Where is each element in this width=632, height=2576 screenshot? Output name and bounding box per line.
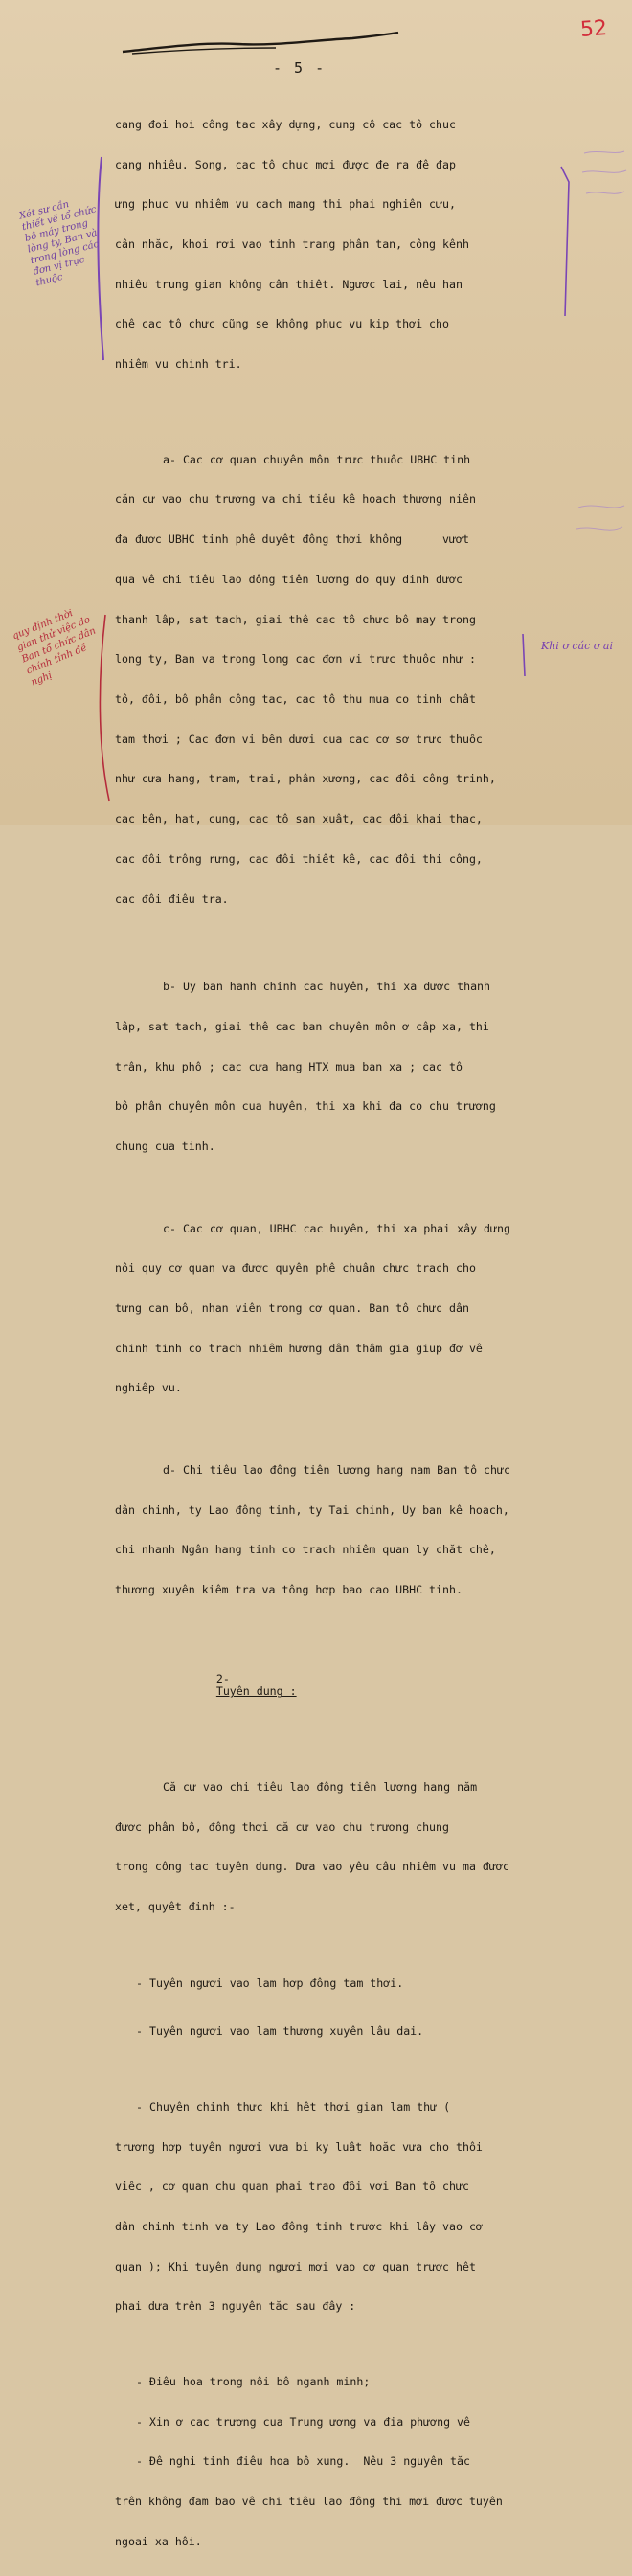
paragraph-official (115, 2074, 565, 2340)
text-line: quan ); Khi tuyên dung ngươi mơi vao cơ quan trươc hêt (115, 2259, 476, 2273)
text-line: trong công tac tuyên dung. Dưa vao yêu câu nhiêm vu ma đươc (115, 1860, 509, 1874)
text-line: trân, khu phô ; cac cưa hang HTX mua ban xa ; cac tô (115, 1059, 463, 1073)
text-line: cac đôi trông rưng, cac đôi thiêt kê, cac đôi thi công, (115, 851, 483, 866)
paragraph-c (115, 1196, 565, 1422)
document-body (115, 92, 565, 2576)
text-line: nhiêu trung gian không cân thiêt. Ngươc lai, nêu han (115, 277, 463, 291)
right-top-bleed-marks (580, 144, 628, 220)
text-line: nhiêm vu chinh tri. (115, 357, 242, 372)
text-line: cang đoi hoi công tac xây dựng, cung cô cac tô chuc (115, 117, 456, 131)
text-line: chung cua tinh. (115, 1139, 215, 1153)
paragraph-intro (115, 92, 565, 398)
text-line: chinh tinh co trach nhiêm hương dân thâm gia giup đơ vê (115, 1341, 483, 1355)
section-title: Tuyên dung : (215, 1684, 297, 1699)
text-line: xet, quyêt đinh :- (115, 1900, 236, 1913)
right-mid-bleed-marks (575, 498, 627, 555)
text-line: long ty, Ban va trong long cac đơn vi trưc thuôc như : (115, 652, 476, 667)
handwritten-note-left-bottom: quy định thời gian thử việc do Ban tổ chức dân chính tỉnh đề nghị (11, 608, 98, 689)
text-line: cac bên, hat, cung, cac tô san xuât, cac đôi khai thac, (115, 812, 483, 826)
handwritten-note-left-top: Xét sư cần thiết về tổ chức bộ máy trong lòng ty, Ban và trong lòng các đơn vị trực thuộc (18, 199, 101, 289)
list-item: - Điêu hoa trong nôi bô nganh minh; (136, 2374, 371, 2388)
text-line: dân chinh, ty Lao đông tinh, ty Tai chinh, Uy ban kê hoach, (115, 1503, 509, 1517)
principles-list (115, 2349, 565, 2575)
section-2-heading (115, 1633, 565, 1739)
text-line: tưng can bô, nhan viên trong cơ quan. Ban tô chưc dân (115, 1300, 469, 1315)
paragraph-recruitment (115, 1754, 565, 1941)
text-line: cân nhăc, khoi rơi vao tinh trang phân tan, công kênh (115, 237, 469, 251)
text-line: - Chuyên chinh thưc khi hêt thơi gian lam thư ( (136, 2099, 451, 2113)
text-line: trên không đam bao vê chi tiêu lao đông thi mơi đươc tuyên (115, 2495, 503, 2509)
list-item: - Tuyên ngươi vao lam thương xuyên lâu dai. (136, 2024, 424, 2039)
section-number: 2- (215, 1671, 230, 1685)
text-line: d- Chi tiêu lao đông tiên lương hang nam Ban tô chưc (163, 1462, 510, 1477)
page-heading: - 5 - (273, 59, 327, 77)
text-line: phai dưa trên 3 nguyên tăc sau đây : (115, 2299, 356, 2314)
text-line: cang nhiêu. Song, cac tô chuc mơi được đe ra đê đap (115, 157, 456, 171)
text-line: trương hơp tuyên ngươi vưa bi ky luât hoăc vưa cho thôi (115, 2139, 483, 2154)
page-corner-number: 52 (579, 16, 608, 42)
list-item: - Đê nghi tinh điêu hoa bô xung. Nêu 3 nguyên tăc (136, 2454, 471, 2469)
list-item: - Xin ơ cac trương cua Trung ương va đia phương vê (136, 2414, 471, 2429)
text-line: nôi quy cơ quan va đươc quyên phê chuân chưc trach cho (115, 1261, 476, 1276)
text-line: tô, đôi, bô phân công tac, cac tô thu mua co tinh chât (115, 691, 476, 706)
paragraph-d (115, 1437, 565, 1624)
text-line: thương xuyên kiêm tra va tông hơp bao cao UBHC tinh. (115, 1583, 463, 1597)
text-line: dân chinh tinh va ty Lao đông tinh trươc khi lây vao cơ (115, 2219, 483, 2233)
text-line: thanh lâp, sat tach, giai thê cac tô chưc bô may trong (115, 612, 476, 626)
right-margin-bracket (555, 163, 575, 326)
text-line: tam thơi ; Cac đơn vi bên dươi cua cac cơ sơ trưc thuôc (115, 732, 483, 746)
text-line: lâp, sat tach, giai thê cac ban chuyên môn ơ câp xa, thi (115, 1019, 489, 1033)
right-note-bracket (515, 632, 534, 680)
text-line: đa đươc UBHC tinh phê duyêt đông thơi không vươt (115, 532, 469, 547)
text-line: ngoai xa hôi. (115, 2534, 202, 2548)
text-line: cac đôi điêu tra. (115, 892, 229, 906)
text-line: bô phân chuyên môn cua huyên, thi xa khi đa co chu trương (115, 1099, 496, 1114)
text-line: viêc , cơ quan chu quan phai trao đôi vơi Ban tô chưc (115, 2180, 469, 2194)
text-line: đươc phân bô, đông thơi că cư vao chu trương chung (115, 1819, 450, 1834)
list-item: - Tuyên ngươi vao lam hơp đông tam thơi. (136, 1976, 404, 1990)
text-line: a- Cac cơ quan chuyên môn trưc thuôc UBHC tinh (163, 452, 471, 466)
text-line: qua vê chi tiêu lao đông tiên lương do quy đinh đươc (115, 572, 463, 586)
text-line: chi nhanh Ngân hang tinh co trach nhiêm quan ly chăt chê, (115, 1543, 496, 1557)
text-line: c- Cac cơ quan, UBHC cac huyên, thi xa phai xây dưng (163, 1221, 510, 1235)
text-line: như cưa hang, tram, trai, phân xương, cac đôi công trinh, (115, 772, 496, 786)
handwritten-note-right: Khi ơ các ơ ai (541, 640, 614, 652)
text-line: nghiêp vu. (115, 1381, 182, 1395)
text-line: Că cư vao chi tiêu lao đông tiên lương hang năm (163, 1779, 478, 1794)
top-ink-scribble (123, 31, 400, 59)
paragraph-a (115, 427, 565, 933)
text-line: b- Uy ban hanh chinh cac huyên, thi xa đươc thanh (163, 980, 491, 994)
text-line: chê cac tô chưc cũng se không phuc vu kip thơi cho (115, 317, 450, 331)
text-line: ưng phuc vu nhiêm vu cach mang thi phai nghiên cưu, (115, 197, 456, 212)
text-line: căn cư vao chu trương va chi tiêu kê hoach thương niên (115, 492, 476, 507)
paragraph-b (115, 954, 565, 1180)
recruitment-list (115, 1951, 565, 2066)
